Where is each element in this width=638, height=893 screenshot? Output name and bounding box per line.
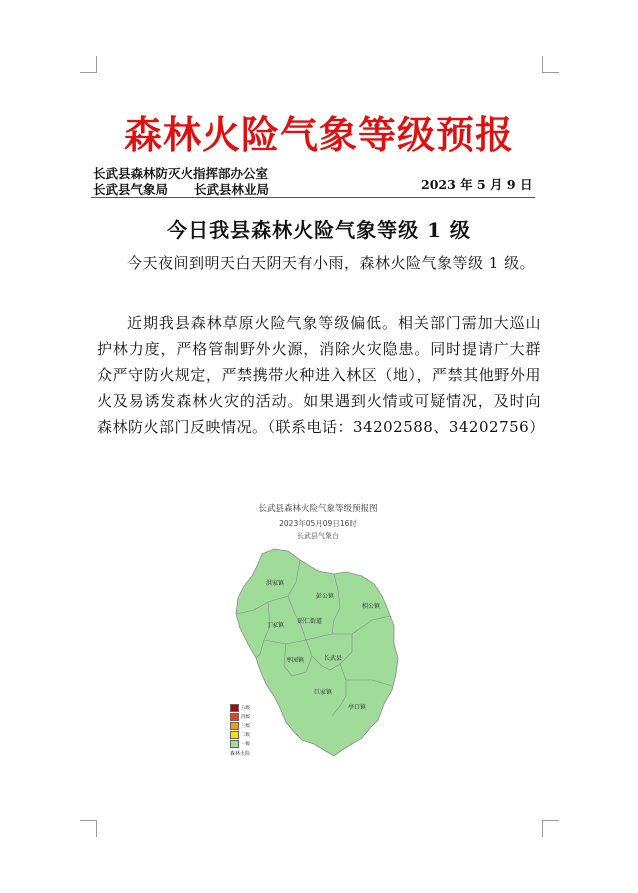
map-time: 2023年05月09日16时	[279, 519, 357, 528]
legend-swatch	[230, 731, 239, 739]
headline: 今日我县森林火险气象等级 1 级	[167, 218, 471, 242]
legend-item: 三级	[230, 721, 256, 730]
map-org: 长武县气象台	[297, 532, 339, 540]
crop-mark-bottom-right	[542, 820, 559, 837]
town-label: 彭公镇	[316, 593, 335, 600]
issuer-line-1: 长武县森林防灭火指挥部办公室	[93, 166, 269, 181]
advisory-paragraph: 近期我县森林草原火险气象等级偏低。相关部门需加大巡山护林力度，严格管制野外火源，消除火灾隐患。同时提请广大群众严守防火规定，严禁携带火种进入林区（地），严禁其他野外用火及易诱发森林火灾的活动。如果遇到火情或可疑情况，及时向森林防火部门反映情况。（联系电话：34202588、34202756）	[97, 314, 545, 436]
issuer-meteorological-bureau: 长武县气象局	[93, 182, 169, 197]
header-divider	[91, 197, 535, 198]
legend-item: 五级	[230, 703, 256, 712]
town-label: 枣园镇	[286, 657, 305, 664]
issue-date: 2023 年 5 月 9 日	[421, 177, 533, 192]
town-label: 洪家镇	[266, 580, 285, 587]
town-label: 巨家镇	[314, 689, 333, 696]
issuer-forestry-bureau: 长武县林业局	[194, 182, 270, 197]
forecast-paragraph: 今天夜间到明天白天阴天有小雨，森林火险气象等级 1 级。	[127, 254, 536, 272]
legend-swatch	[230, 713, 239, 721]
legend-item: 一级	[230, 739, 256, 748]
crop-mark-top-right	[542, 56, 559, 73]
town-label: 丁家镇	[266, 622, 285, 629]
crop-mark-bottom-left	[80, 820, 97, 837]
legend-caption: 森林火险	[230, 751, 251, 757]
map-title: 长武县森林火险气象等级预报图	[258, 504, 378, 514]
issuer-line-2	[93, 180, 269, 198]
town-label: 长武县	[324, 655, 343, 662]
document-title: 森林火险气象等级预报	[123, 112, 514, 157]
legend-swatch	[230, 722, 239, 730]
town-label: 相公镇	[362, 603, 381, 610]
town-label: 亭口镇	[348, 704, 367, 711]
fire-risk-legend	[230, 703, 256, 757]
legend-item: 四级	[230, 712, 256, 721]
fire-risk-map	[222, 494, 414, 766]
town-label: 昭仁街道	[298, 618, 323, 625]
crop-mark-top-left	[80, 56, 97, 73]
legend-item: 二级	[230, 730, 256, 739]
legend-swatch	[230, 740, 239, 748]
legend-swatch	[230, 704, 239, 712]
